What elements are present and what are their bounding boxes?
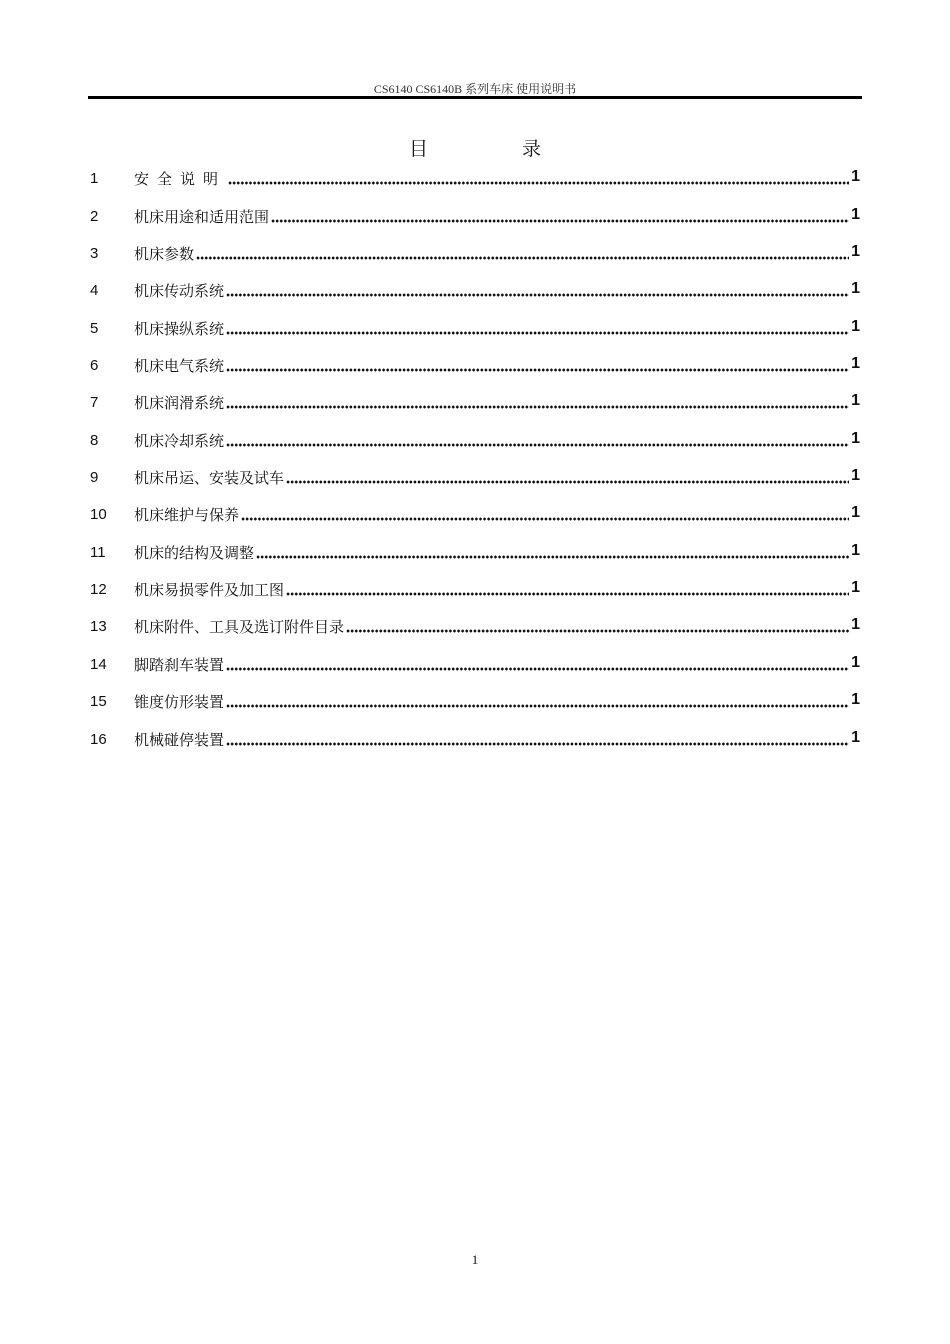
toc-leader-dots [226, 704, 849, 708]
toc-entry-8[interactable] [90, 421, 860, 458]
toc-entry-page: 1 [851, 691, 860, 709]
toc-entry-page: 1 [851, 317, 860, 335]
toc-entry-title: 机床参数 [134, 245, 195, 264]
toc-entry-number: 8 [90, 431, 99, 449]
toc-entry-number: 1 [90, 170, 99, 188]
toc-entry-number: 16 [90, 730, 107, 748]
toc-entry-page: 1 [851, 541, 860, 559]
toc-entry-page: 1 [851, 168, 860, 186]
toc-entry-13[interactable] [90, 608, 860, 645]
toc-leader-dots [196, 256, 849, 260]
toc-entry-number: 3 [90, 245, 99, 263]
toc-entry-title: 脚踏刹车装置 [134, 655, 225, 674]
toc-entry-6[interactable] [90, 347, 860, 384]
toc-leader-dots [271, 219, 849, 223]
toc-entry-title: 机床维护与保养 [134, 506, 240, 525]
toc-entry-title: 机床易损零件及加工图 [134, 581, 285, 600]
toc-entry-page: 1 [851, 280, 860, 298]
toc-entry-10[interactable] [90, 496, 860, 533]
toc-entry-11[interactable] [90, 533, 860, 570]
toc-leader-dots [226, 293, 849, 297]
toc-entry-number: 7 [90, 394, 99, 412]
toc-entry-14[interactable] [90, 645, 860, 682]
toc-entry-page: 1 [851, 504, 860, 522]
toc-entry-page: 1 [851, 653, 860, 671]
toc-entry-number: 6 [90, 357, 99, 375]
toc-entry-page: 1 [851, 467, 860, 485]
header-rule [88, 96, 862, 99]
toc-entry-title: 机床冷却系统 [134, 431, 225, 450]
toc-entry-page: 1 [851, 429, 860, 447]
toc-entry-number: 15 [90, 693, 107, 711]
toc-entry-9[interactable] [90, 459, 860, 496]
toc-leader-dots [226, 742, 849, 746]
toc-entry-title: 机床的结构及调整 [134, 543, 255, 562]
toc-entry-title: 机床润滑系统 [134, 394, 225, 413]
toc-entry-number: 14 [90, 655, 107, 673]
toc-entry-title: 机床操纵系统 [134, 319, 225, 338]
toc-entry-3[interactable] [90, 235, 860, 272]
toc-list [90, 160, 860, 758]
toc-entry-page: 1 [851, 579, 860, 597]
toc-entry-page: 1 [851, 728, 860, 746]
toc-entry-page: 1 [851, 355, 860, 373]
toc-entry-page: 1 [851, 392, 860, 410]
toc-entry-page: 1 [851, 616, 860, 634]
toc-leader-dots [286, 480, 849, 484]
toc-entry-title: 机床传动系统 [134, 282, 225, 301]
toc-entry-number: 11 [90, 543, 106, 561]
toc-leader-dots [226, 405, 849, 409]
toc-entry-title: 机床附件、工具及选订附件目录 [134, 618, 345, 637]
running-header: CS6140 CS6140B 系列车床 使用说明书 [373, 82, 577, 96]
toc-entry-title: 机床用途和适用范围 [134, 207, 270, 226]
toc-entry-number: 10 [90, 506, 107, 524]
toc-leader-dots [226, 331, 849, 335]
toc-leader-dots [241, 517, 849, 521]
toc-entry-number: 2 [90, 207, 99, 225]
toc-entry-7[interactable] [90, 384, 860, 421]
toc-entry-page: 1 [851, 205, 860, 223]
toc-entry-number: 12 [90, 581, 107, 599]
toc-entry-number: 13 [90, 618, 107, 636]
toc-entry-title: 锥度仿形装置 [134, 693, 225, 712]
toc-leader-dots [226, 667, 849, 671]
toc-title: 目 录 [408, 137, 586, 160]
toc-entry-12[interactable] [90, 571, 860, 608]
toc-leader-dots [228, 181, 849, 185]
toc-entry-title: 安全说明 [134, 170, 227, 189]
toc-entry-number: 5 [90, 319, 99, 337]
toc-entry-2[interactable] [90, 197, 860, 234]
toc-entry-number: 9 [90, 469, 99, 487]
page-number: 1 [471, 1252, 479, 1267]
toc-entry-16[interactable] [90, 720, 860, 757]
toc-entry-title: 机床吊运、安装及试车 [134, 469, 285, 488]
toc-entry-title: 机械碰停装置 [134, 730, 225, 749]
toc-entry-number: 4 [90, 282, 99, 300]
toc-leader-dots [346, 629, 849, 633]
toc-leader-dots [256, 555, 849, 559]
toc-entry-15[interactable] [90, 683, 860, 720]
toc-entry-1[interactable] [90, 160, 860, 197]
toc-entry-title: 机床电气系统 [134, 357, 225, 376]
toc-leader-dots [286, 592, 849, 596]
toc-entry-4[interactable] [90, 272, 860, 309]
toc-entry-5[interactable] [90, 309, 860, 346]
toc-entry-page: 1 [851, 243, 860, 261]
toc-leader-dots [226, 368, 849, 372]
toc-leader-dots [226, 443, 849, 447]
